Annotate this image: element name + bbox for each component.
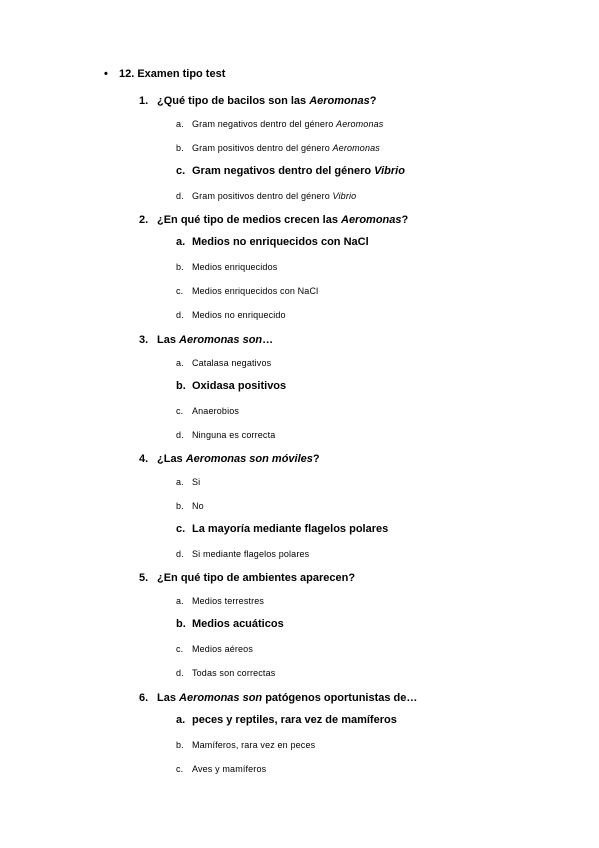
option-text: Medios enriquecidos con NaCl <box>192 285 319 296</box>
question-number: 6. <box>139 692 149 704</box>
option-letter: c. <box>176 643 184 654</box>
answer-option <box>176 644 253 654</box>
question-text: Las <box>157 692 180 704</box>
option-text: Medios no enriquecidos con NaCl <box>192 236 369 248</box>
question-4 <box>139 453 320 465</box>
option-text: Aves y mamíferos <box>192 763 267 774</box>
option-letter: b. <box>176 261 184 272</box>
option-letter: b. <box>176 739 184 750</box>
answer-option <box>176 740 315 750</box>
option-letter: c. <box>176 164 186 177</box>
option-letter: a. <box>176 119 184 129</box>
section-title: 12. Examen tipo test <box>119 68 226 80</box>
question-text-italic: Aeromonas son móviles <box>185 453 313 465</box>
question-text-end: … <box>262 334 274 346</box>
option-text: Catalasa negativos <box>192 358 272 368</box>
answer-option <box>176 764 266 774</box>
answer-option <box>176 406 239 416</box>
section-heading <box>104 68 225 80</box>
question-5 <box>139 572 355 584</box>
option-letter: c. <box>176 405 184 416</box>
option-text: Medios terrestres <box>192 596 265 606</box>
question-text-italic: Aeromonas <box>341 214 402 226</box>
question-text: Las <box>157 334 180 346</box>
question-text-end: ? <box>401 214 409 226</box>
option-letter: b. <box>176 379 186 392</box>
answer-option-correct <box>176 618 284 630</box>
question-text-italic: Aeromonas son <box>179 692 266 704</box>
question-number: 4. <box>139 453 149 465</box>
answer-option <box>176 262 277 272</box>
question-number: 3. <box>139 334 149 346</box>
option-text-italic: Vibrio <box>332 190 357 201</box>
answer-option <box>176 310 286 320</box>
option-text-italic: Aeromonas <box>336 119 384 129</box>
option-text: Oxidasa positivos <box>192 379 287 392</box>
option-letter: a. <box>176 596 184 606</box>
answer-option <box>176 430 275 440</box>
bullet-icon: • <box>104 68 108 80</box>
option-text: Medios enriquecidos <box>192 261 278 272</box>
option-letter: d. <box>176 548 184 559</box>
option-letter: d. <box>176 667 184 678</box>
question-text-end: ? <box>312 453 320 465</box>
answer-option-correct <box>176 523 388 535</box>
answer-option <box>176 119 383 129</box>
question-2 <box>139 214 408 226</box>
option-text: Si <box>192 477 201 487</box>
option-text: Medios no enriquecido <box>192 309 286 320</box>
option-text: Gram negativos dentro del género <box>192 119 337 129</box>
option-text: Gram positivos dentro del género <box>192 190 333 201</box>
question-text: ¿En qué tipo de medios crecen las <box>157 214 341 226</box>
option-text: Si mediante flagelos polares <box>192 548 310 559</box>
option-letter: a. <box>176 358 184 368</box>
question-number: 2. <box>139 214 149 226</box>
option-letter: c. <box>176 522 186 535</box>
option-letter: d. <box>176 429 184 440</box>
answer-option <box>176 143 380 153</box>
answer-option <box>176 477 200 487</box>
option-letter: d. <box>176 309 184 320</box>
option-letter: a. <box>176 236 186 248</box>
question-number: 5. <box>139 572 149 584</box>
option-text: Anaerobios <box>192 405 240 416</box>
answer-option <box>176 549 309 559</box>
question-text: ¿En qué tipo de ambientes aparecen? <box>157 572 356 584</box>
answer-option-correct <box>176 380 286 392</box>
answer-option <box>176 358 271 368</box>
option-letter: c. <box>176 285 184 296</box>
question-6 <box>139 692 417 704</box>
option-text: Medios aéreos <box>192 643 253 654</box>
question-text-end: patógenos oportunistas de… <box>265 692 418 704</box>
option-text-italic: Vibrio <box>374 164 405 177</box>
option-letter: c. <box>176 763 184 774</box>
question-1 <box>139 95 376 107</box>
option-text: Todas son correctas <box>192 667 276 678</box>
option-text: La mayoría mediante flagelos polares <box>192 522 389 535</box>
answer-option <box>176 596 264 606</box>
answer-option-correct <box>176 236 369 248</box>
answer-option <box>176 501 204 511</box>
option-letter: a. <box>176 477 184 487</box>
option-text: Ninguna es correcta <box>192 429 276 440</box>
option-text: Gram negativos dentro del género <box>192 164 375 177</box>
option-text: Medios acuáticos <box>192 617 284 630</box>
question-3 <box>139 334 273 346</box>
answer-option <box>176 191 356 201</box>
answer-option <box>176 668 275 678</box>
question-text: ¿Qué tipo de bacilos son las <box>157 95 310 107</box>
answer-option-correct <box>176 165 405 177</box>
question-text-italic: Aeromonas son <box>179 334 263 346</box>
option-text: No <box>192 500 204 511</box>
option-text: Gram positivos dentro del género <box>192 142 333 153</box>
option-letter: b. <box>176 617 186 630</box>
question-text: ¿Las <box>157 453 186 465</box>
answer-option-correct <box>176 714 397 726</box>
option-letter: a. <box>176 714 186 726</box>
question-text-end: ? <box>369 95 377 107</box>
option-letter: b. <box>176 500 184 511</box>
question-text-italic: Aeromonas <box>309 95 370 107</box>
option-letter: d. <box>176 190 184 201</box>
option-letter: b. <box>176 142 184 153</box>
option-text: peces y reptiles, rara vez de mamíferos <box>192 714 397 726</box>
option-text-italic: Aeromonas <box>332 142 380 153</box>
question-number: 1. <box>139 95 149 107</box>
option-text: Mamíferos, rara vez en peces <box>192 739 316 750</box>
answer-option <box>176 286 318 296</box>
